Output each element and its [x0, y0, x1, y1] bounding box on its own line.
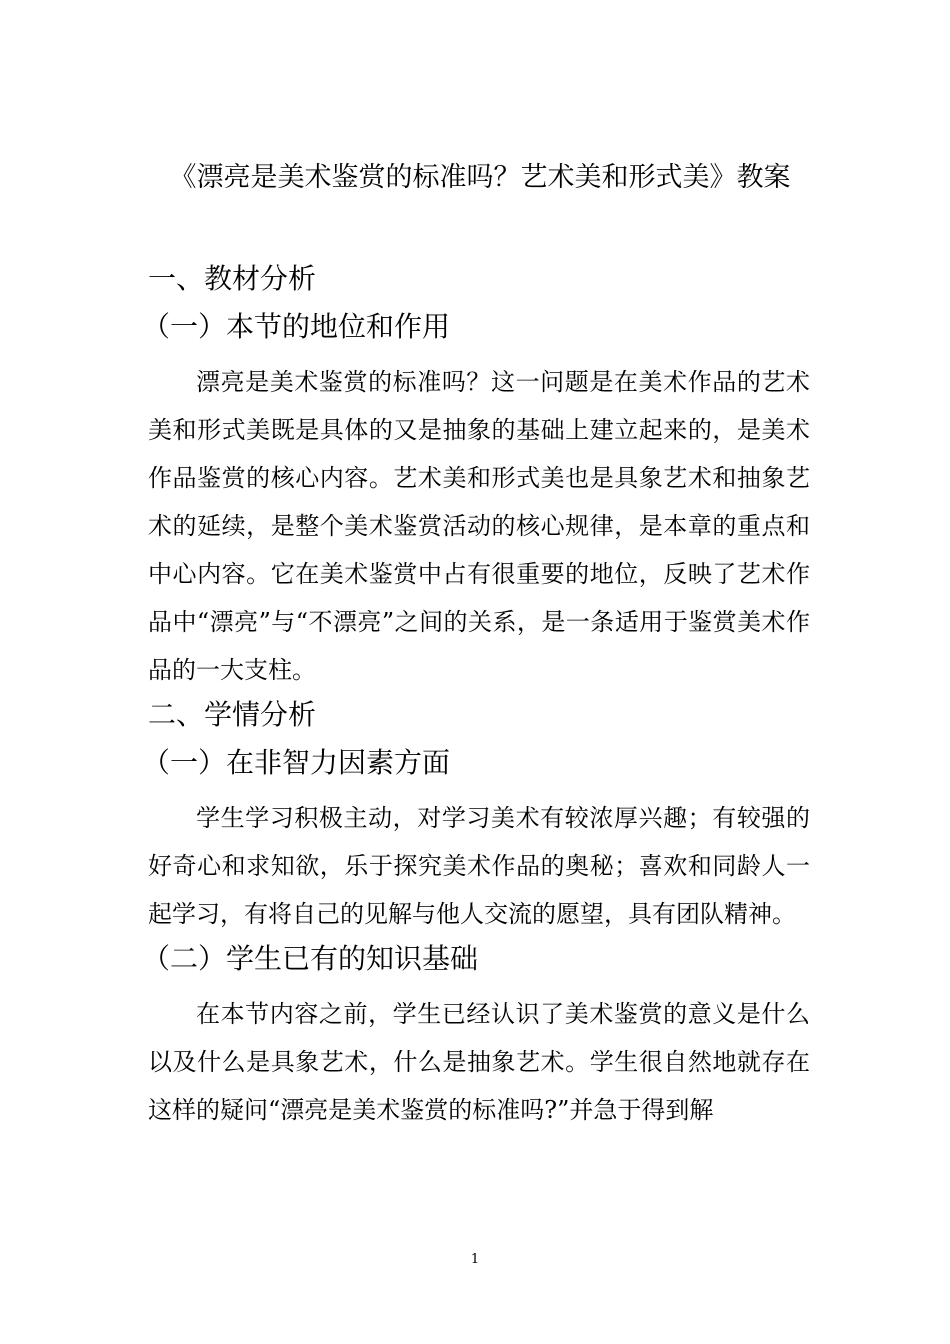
paragraph-position-role: 漂亮是美术鉴赏的标准吗？这一问题是在美术作品的艺术美和形式美既是具体的又是抽象的基础上建立起来的，是美术作品鉴赏的核心内容。艺术美和形式美也是具象艺术和抽象艺术的延续，是整个美术鉴赏活动的核心规律，是本章的重点和中心内容。它在美术鉴赏中占有很重要的地位，反映了艺术作品中“漂亮”与“不漂亮”之间的关系，是一条适用于鉴赏美术作品的一大支柱。	[148, 368, 810, 684]
document-title: 《漂亮是美术鉴赏的标准吗？艺术美和形式美》教案	[169, 162, 791, 193]
section-heading-student-analysis: 二、学情分析	[148, 698, 317, 731]
page-number: 1	[470, 1252, 480, 1267]
paragraph-prior-knowledge: 在本节内容之前，学生已经认识了美术鉴赏的意义是什么以及什么是具象艺术，什么是抽象艺术。学生很自然地就存在这样的疑问“漂亮是美术鉴赏的标准吗?”并急于得到解	[148, 1000, 810, 1124]
subsection-heading-position-role: （一）本节的地位和作用	[142, 310, 451, 343]
document-body	[142, 258, 810, 1134]
subsection-heading-non-intellectual: （一）在非智力因素方面	[142, 746, 451, 779]
subsection-heading-prior-knowledge: （二）学生已有的知识基础	[142, 942, 479, 975]
section-heading-textbook-analysis: 一、教材分析	[148, 262, 317, 295]
paragraph-non-intellectual: 学生学习积极主动，对学习美术有较浓厚兴趣；有较强的好奇心和求知欲，乐于探究美术作品的奥秘；喜欢和同龄人一起学习，有将自己的见解与他人交流的愿望，具有团队精神。	[148, 804, 810, 928]
